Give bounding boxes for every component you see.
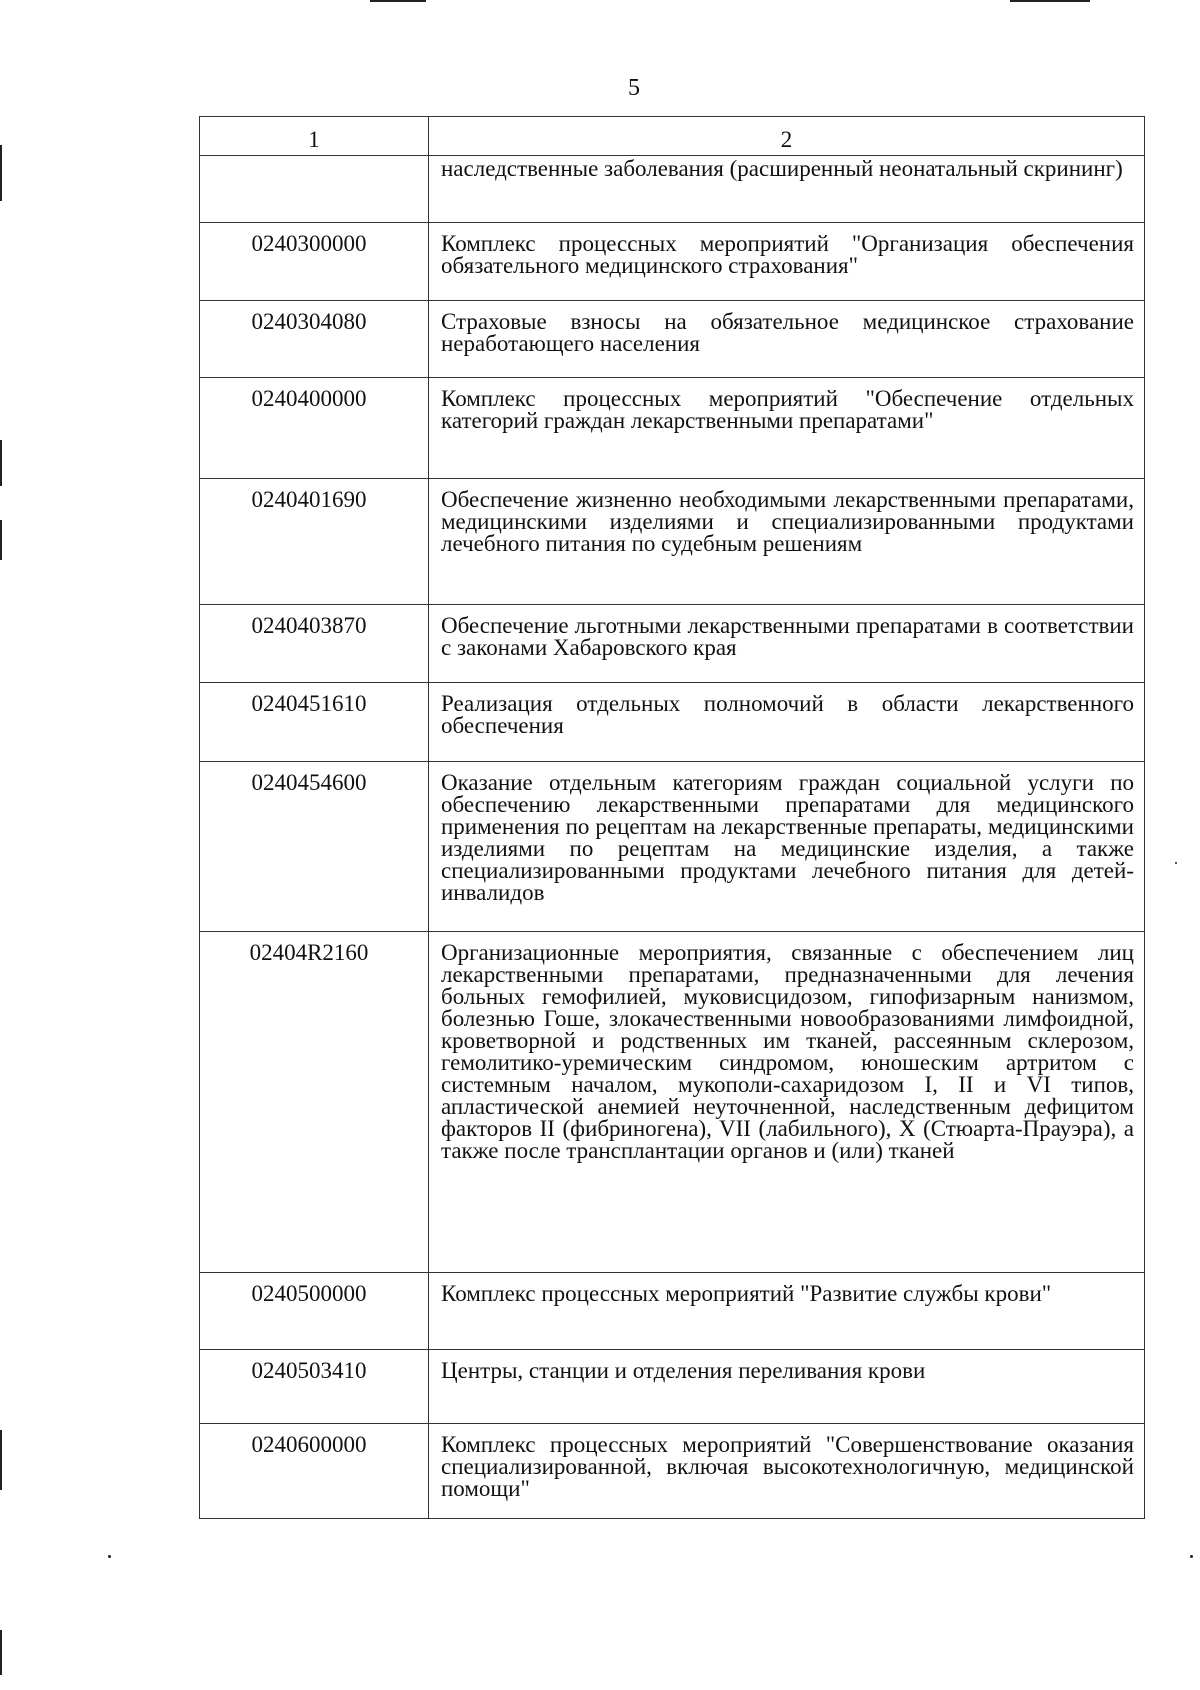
table-row <box>200 1350 1145 1424</box>
table-row <box>200 301 1145 378</box>
name-cell: Комплекс процессных мероприятий "Развитие службы крови" <box>429 1273 1145 1350</box>
table-row <box>200 479 1145 605</box>
name-cell: Страховые взносы на обязательное медицинское страхование неработающего населения <box>429 301 1145 378</box>
page-number: 5 <box>628 75 640 101</box>
table-row <box>200 932 1145 1273</box>
code-cell: 0240451610 <box>200 683 429 762</box>
column-header-1: 1 <box>200 117 429 156</box>
code-cell: 0240403870 <box>200 605 429 683</box>
name-cell: Реализация отдельных полномочий в области лекарственного обеспечения <box>429 683 1145 762</box>
name-cell: Организационные мероприятия, связанные с обеспечением лиц лекарственными препаратами, предназначенными для лечения больных гемофилией, муковисцидозом, гипофизарным нанизмом, болезнью Гоше, злокачественными новообразованиями лимфоидной, кроветворной и родственных им тканей, рассеянным склерозом, гемолитико-уремическим синдромом, юношеским артритом с системным началом, мукополи-сахаридозом I, II и VI типов, апластической анемией неуточненной, наследственным дефицитом факторов II (фибриногена), VII (лабильного), X (Стюарта-Прауэра), а также после трансплантации органов и (или) тканей <box>429 932 1145 1273</box>
scan-mark-left-4 <box>0 1430 2 1490</box>
scan-dot <box>108 1555 111 1558</box>
name-cell: Комплекс процессных мероприятий "Организация обеспечения обязательного медицинского страхования" <box>429 223 1145 301</box>
scan-mark-left-5 <box>0 1630 2 1675</box>
name-cell: Оказание отдельным категориям граждан социальной услуги по обеспечению лекарственными препаратами для медицинского применения по рецептам на лекарственные препараты, медицинскими изделиями по рецептам на медицинские изделия, а также специализированными продуктами лечебного питания для детей-инвалидов <box>429 762 1145 932</box>
code-cell <box>200 156 429 223</box>
table-row <box>200 1424 1145 1519</box>
name-cell: Обеспечение льготными лекарственными препаратами в соответствии с законами Хабаровского края <box>429 605 1145 683</box>
table-row <box>200 1273 1145 1350</box>
scan-mark-top-right <box>1010 0 1090 2</box>
table-row <box>200 762 1145 932</box>
scan-dot <box>1190 1555 1193 1558</box>
scan-mark-left-2 <box>0 440 2 486</box>
code-cell: 0240300000 <box>200 223 429 301</box>
table-row <box>200 683 1145 762</box>
table-row <box>200 605 1145 683</box>
name-cell: Комплекс процессных мероприятий "Обеспечение отдельных категорий граждан лекарственными препаратами" <box>429 378 1145 479</box>
code-cell: 0240401690 <box>200 479 429 605</box>
code-table <box>199 116 1145 1519</box>
code-cell: 0240400000 <box>200 378 429 479</box>
scan-mark-top-left <box>370 0 426 2</box>
name-cell: Комплекс процессных мероприятий "Совершенствование оказания специализированной, включая высокотехнологичную, медицинской помощи" <box>429 1424 1145 1519</box>
name-cell: Центры, станции и отделения переливания крови <box>429 1350 1145 1424</box>
code-cell: 0240304080 <box>200 301 429 378</box>
name-cell: Обеспечение жизненно необходимыми лекарственными препаратами, медицинскими изделиями и специализированными продуктами лечебного питания по судебным решениям <box>429 479 1145 605</box>
scan-dot <box>1175 862 1177 864</box>
table-row <box>200 156 1145 223</box>
table-row <box>200 378 1145 479</box>
code-cell: 02404R2160 <box>200 932 429 1273</box>
table-row <box>200 223 1145 301</box>
table-header-row <box>200 117 1145 156</box>
code-cell: 0240600000 <box>200 1424 429 1519</box>
scan-mark-left-3 <box>0 520 2 560</box>
column-header-2: 2 <box>429 117 1145 156</box>
code-cell: 0240503410 <box>200 1350 429 1424</box>
code-cell: 0240500000 <box>200 1273 429 1350</box>
code-cell: 0240454600 <box>200 762 429 932</box>
scan-mark-left-1 <box>0 145 2 201</box>
name-cell: наследственные заболевания (расширенный неонатальный скрининг) <box>429 156 1145 223</box>
